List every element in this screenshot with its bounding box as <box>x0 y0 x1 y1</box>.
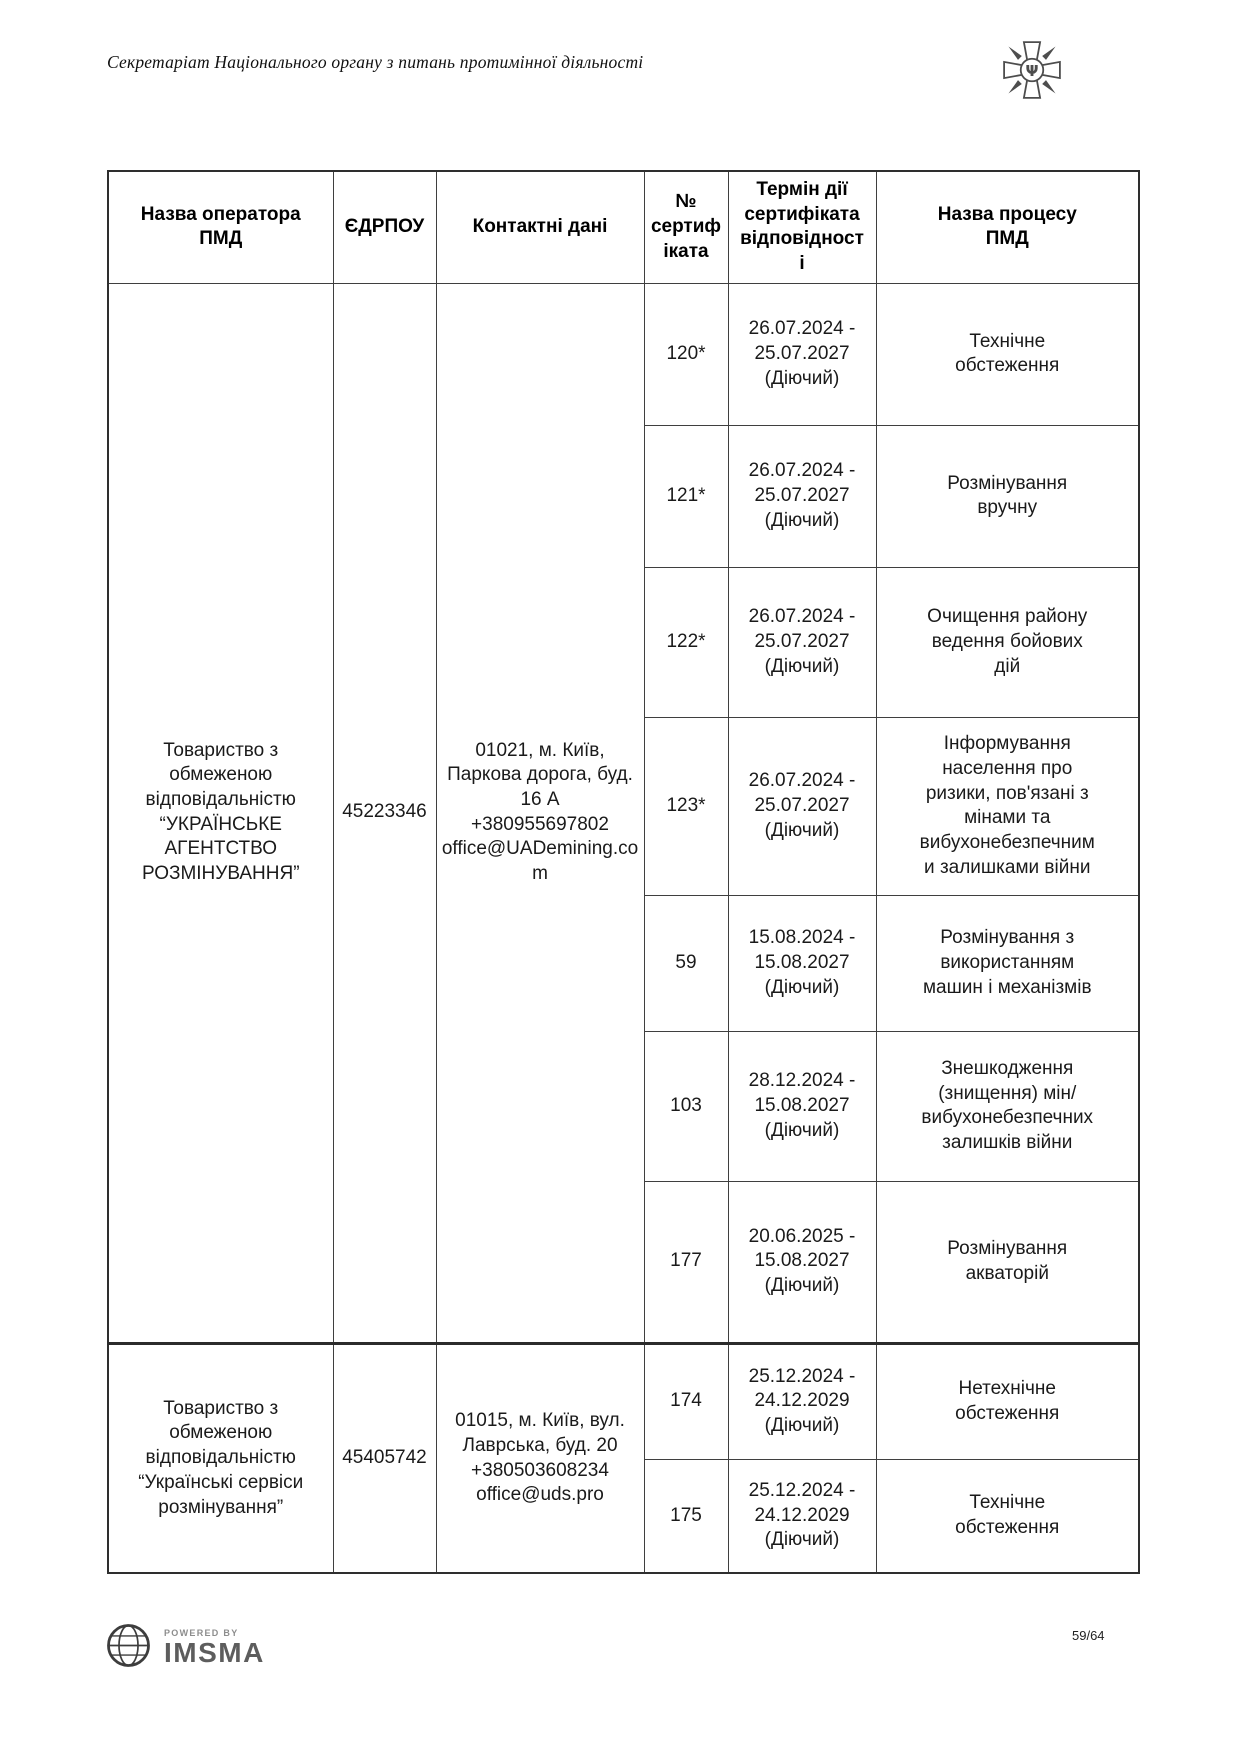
certificate-term-cell: 26.07.2024 - 25.07.2027 (Діючий) <box>728 567 876 717</box>
imsma-logo <box>105 1622 265 1674</box>
certificate-term-cell: 25.12.2024 - 24.12.2029 (Діючий) <box>728 1459 876 1573</box>
certificate-term-cell: 26.07.2024 - 25.07.2027 (Діючий) <box>728 283 876 425</box>
certificate-number-cell: 123* <box>644 717 728 895</box>
contact-line: 01015, м. Київ, вул. Лаврська, буд. 20 <box>455 1410 625 1456</box>
operator-name-cell: Товариство з обмеженою відповідальністю “УКРАЇНСЬКЕ АГЕНТСТВО РОЗМІНУВАННЯ” <box>108 283 333 1343</box>
contact-line: +380955697802 <box>471 813 609 835</box>
page-number: 59/64 <box>1072 1628 1105 1643</box>
process-name-cell: Розмінування вручну <box>876 425 1139 567</box>
process-name-cell: Нетехнічне обстеження <box>876 1343 1139 1459</box>
certificate-number-cell: 103 <box>644 1031 728 1181</box>
certificate-number-cell: 122* <box>644 567 728 717</box>
operator-name-cell: Товариство з обмеженою відповідальністю “Українські сервіси розмінування” <box>108 1343 333 1573</box>
certificate-number-cell: 177 <box>644 1181 728 1343</box>
svg-text:Ψ: Ψ <box>1025 61 1039 80</box>
certificate-row <box>108 283 1139 425</box>
armed-forces-emblem-icon <box>996 33 1068 112</box>
contact-line: office@uds.pro <box>476 1484 604 1506</box>
certificate-number-cell: 174 <box>644 1343 728 1459</box>
column-header-contacts: Контактні дані <box>436 171 644 283</box>
edrpou-cell: 45223346 <box>333 283 436 1343</box>
contact-cell <box>436 283 644 1343</box>
certificate-term-cell: 26.07.2024 - 25.07.2027 (Діючий) <box>728 717 876 895</box>
certificate-number-cell: 175 <box>644 1459 728 1573</box>
process-name-cell: Розмінування з використанням машин і механізмів <box>876 895 1139 1031</box>
process-name-cell: Інформування населення про ризики, пов'язані з мінами та вибухонебезпечними залишками війни <box>876 717 1139 895</box>
column-header-operator: Назва оператора ПМД <box>108 171 333 283</box>
page-title: Секретаріат Національного органу з питань протимінної діяльності <box>107 52 644 72</box>
certificate-number-cell: 120* <box>644 283 728 425</box>
operators-certificates-table <box>107 170 1140 1574</box>
contact-cell <box>436 1343 644 1573</box>
process-name-cell: Очищення району ведення бойових дій <box>876 567 1139 717</box>
certificate-term-cell: 15.08.2024 - 15.08.2027 (Діючий) <box>728 895 876 1031</box>
column-header-cert-number: № сертифіката <box>644 171 728 283</box>
contact-line: 01021, м. Київ, Паркова дорога, буд. 16 А <box>447 739 633 811</box>
column-header-process: Назва процесу ПМД <box>876 171 1139 283</box>
process-name-cell: Технічне обстеження <box>876 1459 1139 1573</box>
certificate-number-cell: 121* <box>644 425 728 567</box>
table-header-row <box>108 171 1139 283</box>
contact-line: office@UADemining.com <box>441 838 639 885</box>
process-name-cell: Розмінування акваторій <box>876 1181 1139 1343</box>
contact-line: +380503608234 <box>471 1459 609 1481</box>
certificates-table-body <box>108 283 1139 1573</box>
globe-icon <box>105 1622 152 1674</box>
process-name-cell: Знешкодження (знищення) мін/вибухонебезпечних залишків війни <box>876 1031 1139 1181</box>
column-header-cert-term: Термін дії сертифіката відповідності <box>728 171 876 283</box>
certificate-term-cell: 20.06.2025 - 15.08.2027 (Діючий) <box>728 1181 876 1343</box>
certificate-term-cell: 28.12.2024 - 15.08.2027 (Діючий) <box>728 1031 876 1181</box>
imsma-wordmark: IMSMA <box>164 1637 265 1669</box>
column-header-edrpou: ЄДРПОУ <box>333 171 436 283</box>
certificate-number-cell: 59 <box>644 895 728 1031</box>
certificate-term-cell: 25.12.2024 - 24.12.2029 (Діючий) <box>728 1343 876 1459</box>
certificate-term-cell: 26.07.2024 - 25.07.2027 (Діючий) <box>728 425 876 567</box>
process-name-cell: Технічне обстеження <box>876 283 1139 425</box>
certificate-row <box>108 1343 1139 1459</box>
edrpou-cell: 45405742 <box>333 1343 436 1573</box>
powered-by-label: POWERED BY <box>164 1628 239 1639</box>
